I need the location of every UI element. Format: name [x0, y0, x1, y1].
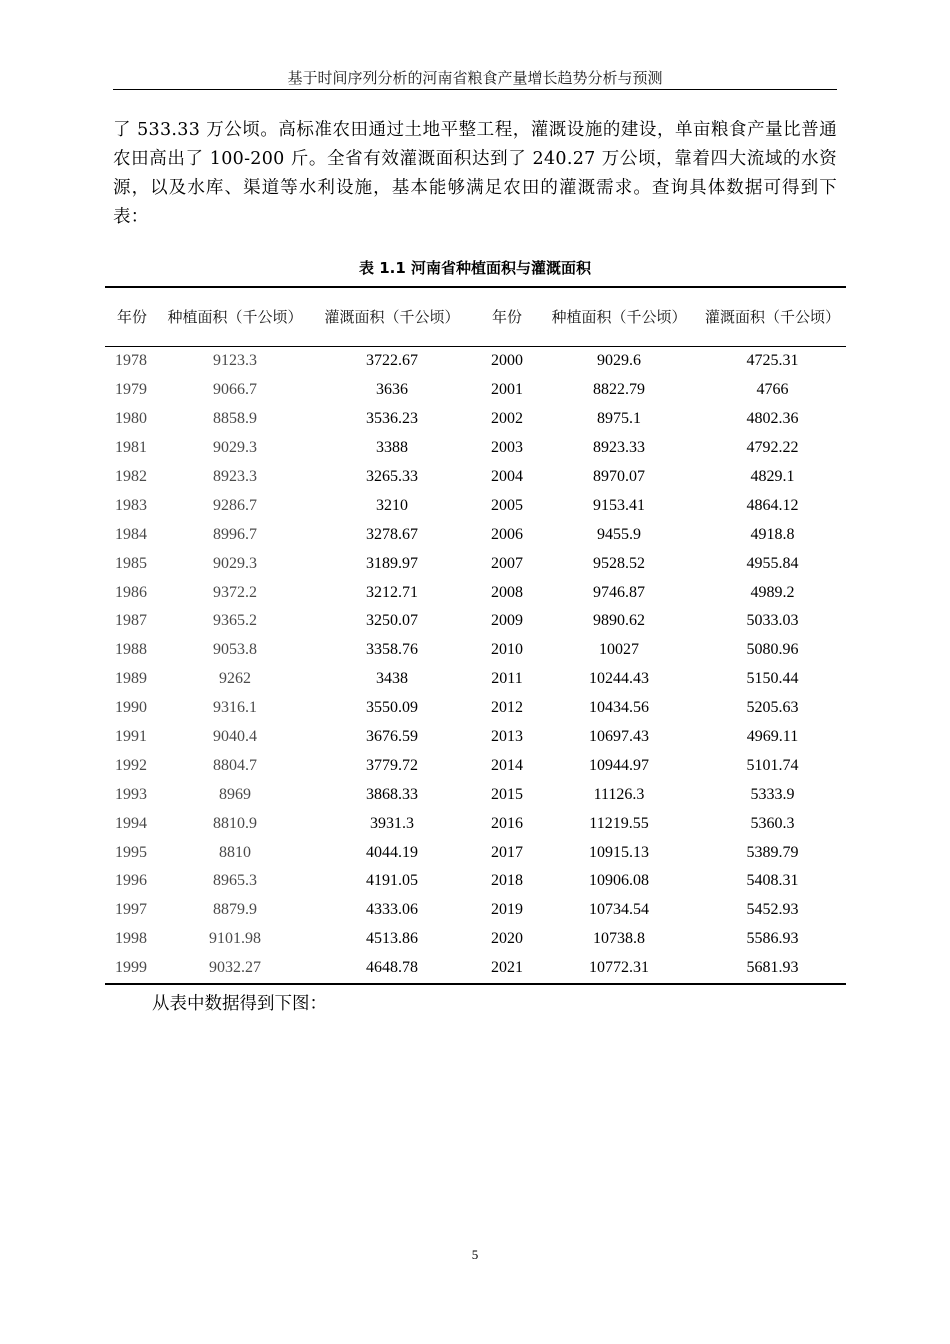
table-body: [105, 347, 846, 984]
table-cell: 5389.79: [746, 843, 799, 861]
table-cell: 3265.33: [366, 468, 418, 485]
table-row: [105, 925, 846, 954]
table-cell: 3388: [376, 439, 408, 457]
table-row: [105, 434, 846, 463]
table-cell: 9528.52: [593, 554, 645, 572]
table-cell: 9029.3: [213, 554, 257, 572]
table-cell: 9890.62: [593, 612, 645, 630]
table-cell: 2003: [491, 439, 523, 457]
table-cell: 1980: [115, 410, 147, 428]
running-header: 基于时间序列分析的河南省粮食产量增长趋势分析与预测: [287, 69, 663, 87]
table-cell: 5408.31: [746, 872, 799, 890]
table-cell: 9746.87: [593, 583, 645, 601]
table-cell: 9032.27: [209, 959, 261, 977]
table-cell: 4989.2: [750, 583, 795, 601]
table-cell: 1981: [115, 439, 147, 457]
table-row: [105, 347, 846, 376]
table-cell: 10915.13: [589, 843, 649, 861]
table-cell: 9066.7: [213, 381, 257, 399]
table-cell: 5452.93: [746, 901, 799, 919]
table-cell: 8970.07: [593, 468, 645, 485]
table-cell: 2005: [491, 496, 523, 514]
table-cell: 9101.98: [209, 930, 261, 948]
table-cell: 2008: [491, 583, 523, 601]
table-cell: 3210: [376, 496, 408, 514]
table-cell: 1991: [115, 728, 147, 746]
table-cell: 1983: [115, 496, 147, 514]
table-row: [105, 636, 846, 665]
table-cell: 4864.12: [746, 496, 799, 514]
table-cell: 3636: [376, 381, 408, 399]
table-cell: 1996: [115, 872, 147, 890]
table-cell: 2016: [491, 814, 523, 832]
table-cell: 5033.03: [746, 612, 799, 630]
table-cell: 10244.43: [589, 670, 649, 688]
closing-paragraph: 从表中数据得到下图：: [152, 994, 327, 1014]
table-cell: 9316.1: [213, 699, 257, 717]
table-cell: 3676.59: [366, 728, 418, 746]
table-row: [105, 376, 846, 405]
table-row: [105, 723, 846, 752]
table-cell: 8965.3: [213, 872, 257, 890]
table-cell: 2013: [491, 728, 523, 746]
table-cell: 3189.97: [366, 554, 418, 572]
table-cell: 4333.06: [366, 901, 418, 919]
body-paragraph: 了 533.33 万公顷。高标准农田通过土地平整工程，灌溉设施的建设，单亩粮食产量比普通农田高出了 100-200 斤。全省有效灌溉面积达到了 240.27 万公顷，靠着四大流域的水资源，以及水库、渠道等水利设施，基本能够满足农田的灌溉需求。查询具体数据可得到下表：: [113, 120, 837, 227]
table-cell: 4725.31: [746, 352, 799, 370]
table-cell: 8804.7: [213, 756, 257, 774]
table-cell: 2000: [491, 352, 523, 370]
column-header-planting-area: 种植面积（千公顷）: [167, 308, 303, 326]
table-cell: 3536.23: [366, 410, 418, 428]
table-cell: 2019: [491, 901, 523, 919]
table-cell: 3779.72: [366, 756, 418, 774]
table-cell: 1993: [115, 785, 147, 803]
table-cell: 5586.93: [746, 930, 799, 948]
table-cell: 1988: [115, 641, 147, 659]
table-cell: 9153.41: [593, 496, 645, 514]
table-cell: 1998: [115, 930, 147, 948]
table-cell: 9040.4: [213, 728, 257, 746]
column-header-irrigation-area: 灌溉面积（千公顷）: [324, 308, 460, 326]
table-cell: 9365.2: [213, 612, 257, 630]
table-cell: 5681.93: [746, 959, 799, 977]
table-cell: 3931.3: [370, 814, 414, 832]
table-cell: 9029.6: [597, 352, 641, 370]
table-cell: 2007: [491, 554, 523, 572]
table-cell: 2012: [491, 699, 523, 717]
table-cell: 1979: [115, 381, 147, 399]
table-cell: 2017: [491, 843, 523, 861]
table-cell: 8822.79: [593, 381, 645, 399]
column-header-planting-area-2: 种植面积（千公顷）: [551, 308, 687, 326]
table-cell: 3722.67: [366, 352, 418, 370]
table-cell: 8923.33: [593, 439, 645, 457]
table-row: [105, 665, 846, 694]
table-cell: 9372.2: [213, 583, 257, 601]
table-row: [105, 578, 846, 607]
table-row: [105, 491, 846, 520]
table-cell: 10738.8: [593, 930, 645, 948]
table-cell: 4191.05: [366, 872, 418, 890]
table-row: [105, 780, 846, 809]
table-cell: 9455.9: [597, 525, 641, 543]
table-row: [105, 405, 846, 434]
page-number: 5: [471, 1247, 479, 1262]
table-cell: 8810: [219, 843, 251, 861]
table-cell: 1989: [115, 670, 147, 688]
table-row: [105, 809, 846, 838]
table-cell: 5333.9: [750, 785, 795, 803]
table-row: [105, 867, 846, 896]
table-cell: 11219.55: [589, 814, 649, 832]
table-cell: 4918.8: [750, 525, 795, 543]
table-cell: 1990: [115, 699, 147, 717]
table-row: [105, 463, 846, 492]
table-cell: 8879.9: [213, 901, 257, 919]
table-cell: 8969: [219, 785, 251, 803]
table-cell: 10944.97: [589, 756, 649, 774]
table-cell: 1997: [115, 901, 147, 919]
table-cell: 2014: [491, 756, 523, 774]
table-cell: 4766: [756, 381, 789, 399]
table-cell: 1978: [115, 352, 147, 370]
table-cell: 1985: [115, 554, 147, 572]
table-cell: 2002: [491, 410, 523, 428]
table-cell: 8996.7: [213, 525, 257, 543]
table-cell: 1992: [115, 756, 147, 774]
table-cell: 9286.7: [213, 496, 257, 514]
table-cell: 1982: [115, 468, 147, 485]
table-cell: 8975.1: [597, 410, 641, 428]
table-cell: 1999: [115, 959, 147, 977]
table-cell: 10697.43: [589, 728, 649, 746]
column-header-year-2: 年份: [491, 308, 522, 326]
table-cell: 4513.86: [366, 930, 418, 948]
table-cell: 10772.31: [589, 959, 649, 977]
table-cell: 4802.36: [746, 410, 799, 428]
table-cell: 2004: [491, 468, 523, 485]
table-cell: 4969.11: [746, 728, 799, 746]
table-cell: 5205.63: [746, 699, 799, 717]
table-row: [105, 694, 846, 723]
table-cell: 3250.07: [366, 612, 418, 630]
table-cell: 2006: [491, 525, 523, 543]
table-cell: 2011: [491, 670, 523, 688]
table-cell: 2015: [491, 785, 523, 803]
table-cell: 3358.76: [366, 641, 418, 659]
table-cell: 8858.9: [213, 410, 257, 428]
table-header-row: [105, 287, 846, 347]
table-cell: 9029.3: [213, 439, 257, 457]
table-cell: 5150.44: [746, 670, 799, 688]
table-cell: 4955.84: [746, 554, 799, 572]
table-cell: 1984: [115, 525, 147, 543]
table-cell: 10027: [599, 641, 639, 659]
table-row: [105, 954, 846, 984]
table-cell: 10734.54: [589, 901, 649, 919]
table-cell: 3550.09: [366, 699, 418, 717]
column-header-irrigation-area-2: 灌溉面积（千公顷）: [704, 308, 840, 326]
table-cell: 1987: [115, 612, 147, 630]
table-row: [105, 549, 846, 578]
table-cell: 10434.56: [589, 699, 649, 717]
table-cell: 4648.78: [366, 959, 418, 977]
table-cell: 2021: [491, 959, 523, 977]
table-cell: 3212.71: [366, 583, 418, 601]
table-cell: 1994: [115, 814, 147, 832]
table-row: [105, 520, 846, 549]
table-cell: 3868.33: [366, 785, 418, 803]
table-cell: 1995: [115, 843, 147, 861]
table-cell: 5101.74: [746, 756, 799, 774]
table-cell: 11126.3: [593, 785, 645, 803]
table-row: [105, 751, 846, 780]
table-row: [105, 838, 846, 867]
table-cell: 9123.3: [213, 352, 257, 370]
table-cell: 2009: [491, 612, 523, 630]
table-cell: 4792.22: [746, 439, 799, 457]
table-row: [105, 607, 846, 636]
table-cell: 8810.9: [213, 814, 257, 832]
table-cell: 9053.8: [213, 641, 257, 659]
header-rule: [113, 89, 837, 90]
table-cell: 5080.96: [746, 641, 799, 659]
table-caption: 表 1.1 河南省种植面积与灌溉面积: [358, 259, 592, 277]
table-cell: 2001: [491, 381, 523, 399]
table-cell: 9262: [219, 670, 251, 688]
table-cell: 3438: [376, 670, 408, 688]
column-header-year: 年份: [117, 308, 148, 326]
table-cell: 5360.3: [750, 814, 795, 832]
table-cell: 8923.3: [213, 468, 257, 485]
table-cell: 3278.67: [366, 525, 418, 543]
table-row: [105, 896, 846, 925]
data-table: [105, 286, 846, 985]
table-cell: 1986: [115, 583, 147, 601]
table-cell: 2020: [491, 930, 523, 948]
table-cell: 10906.08: [589, 872, 649, 890]
table-cell: 4829.1: [750, 468, 795, 485]
table-cell: 4044.19: [366, 843, 418, 861]
table-cell: 2018: [491, 872, 523, 890]
table-cell: 2010: [491, 641, 523, 659]
